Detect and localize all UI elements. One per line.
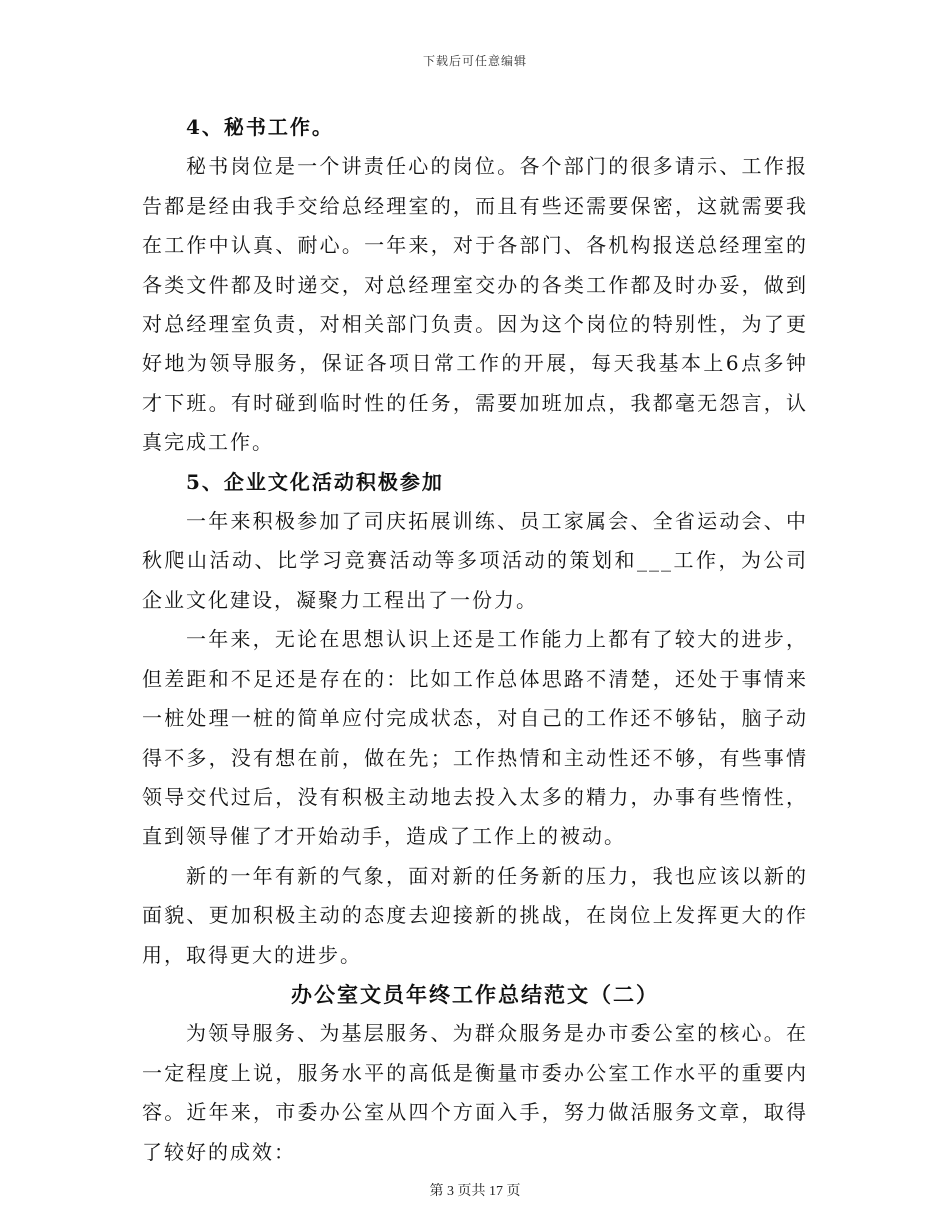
paragraph-culture: 一年来积极参加了司庆拓展训练、员工家属会、全省运动会、中秋爬山活动、比学习竞赛活动等多项活动的策划和___工作，为公司企业文化建设，凝聚力工程出了一份力。 — [142, 509, 808, 612]
document-title-part2: 办公室文员年终工作总结范文（二） — [291, 981, 659, 1007]
document-body — [142, 108, 808, 1172]
section-heading-secretary: 4、秘书工作。 — [186, 115, 334, 139]
paragraph-part2-intro: 为领导服务、为基层服务、为群众服务是办市委公室的核心。在一定程度上说，服务水平的高低是衡量市委办公室工作水平的重要内容。近年来，市委办公室从四个方面入手，努力做活服务文章，取得了较好的成效： — [142, 1021, 808, 1164]
paragraph-outlook: 新的一年有新的气象，面对新的任务新的压力，我也应该以新的面貌、更加积极主动的态度去迎接新的挑战，在岗位上发挥更大的作用，取得更大的进步。 — [142, 863, 808, 967]
paragraph-secretary: 秘书岗位是一个讲责任心的岗位。各个部门的很多请示、工作报告都是经由我手交给总经理室的，而且有些还需要保密，这就需要我在工作中认真、耐心。一年来，对于各部门、各机构报送总经理室的各类文件都及时递交，对总经理室交办的各类工作都及时办妥，做到对总经理室负责，对相关部门负责。因为这个岗位的特别性，为了更好地为领导服务，保证各项日常工作的开展，每天我基本上6点多钟才下班。有时碰到临时性的任务，需要加班加点，我都毫无怨言，认真完成工作。 — [142, 154, 808, 455]
page-footer: 第 3 页共 17 页 — [429, 1184, 521, 1199]
paragraph-shortcomings: 一年来，无论在思想认识上还是工作能力上都有了较大的进步，但差距和不足还是存在的：比如工作总体思路不清楚，还处于事情来一桩处理一桩的简单应付完成状态，对自己的工作还不够钻，脑子动得不多，没有想在前，做在先；工作热情和主动性还不够，有些事情领导交代过后，没有积极主动地去投入太多的精力，办事有些惰性，直到领导催了才开始动手，造成了工作上的被动。 — [142, 627, 808, 849]
page-header: 下载后可任意编辑 — [422, 54, 527, 68]
section-heading-culture: 5、企业文化活动积极参加 — [186, 469, 444, 494]
